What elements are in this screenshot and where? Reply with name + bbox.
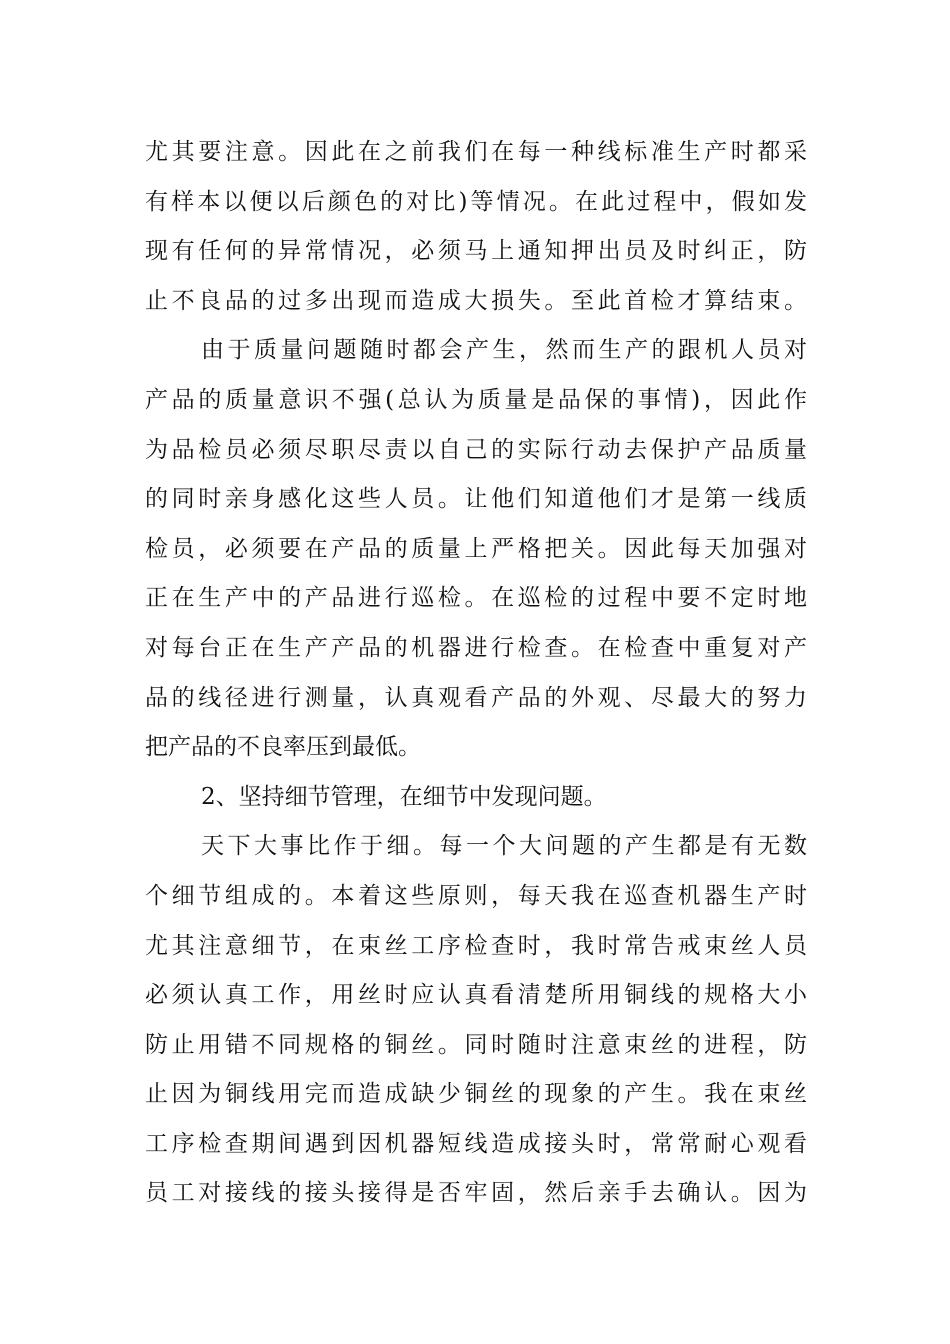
text-line: 止不良品的过多出现而造成大损失。至此首检才算结束。 — [145, 287, 807, 314]
text-line: 工序检查期间遇到因机器短线造成接头时，常常耐心观看 — [145, 1130, 807, 1157]
text-line: 防止用错不同规格的铜丝。同时随时注意束丝的进程，防 — [145, 1031, 807, 1058]
text-line: 现有任何的异常情况，必须马上通知押出员及时纠正，防 — [145, 238, 807, 265]
text-line: 员工对接线的接头接得是否牢固，然后亲手去确认。因为 — [145, 1180, 807, 1207]
body-text — [145, 128, 807, 1219]
text-line: 必须认真工作，用丝时应认真看清楚所用铜线的规格大小 — [145, 982, 807, 1009]
text-line: 止因为铜线用完而造成缺少铜丝的现象的产生。我在束丝 — [145, 1081, 807, 1108]
section-heading: 2、坚持细节管理，在细节中发现问题。 — [201, 783, 607, 810]
text-line: 把产品的不良率压到最低。 — [145, 734, 421, 761]
text-line: 有样本以便以后颜色的对比)等情况。在此过程中，假如发 — [145, 188, 807, 215]
text-line: 正在生产中的产品进行巡检。在巡检的过程中要不定时地 — [145, 585, 807, 612]
text-line: 检员，必须要在产品的质量上严格把关。因此每天加强对 — [145, 535, 807, 562]
text-line: 的同时亲身感化这些人员。让他们知道他们才是第一线质 — [145, 486, 807, 513]
text-line: 由于质量问题随时都会产生，然而生产的跟机人员对 — [201, 337, 807, 364]
text-line: 个细节组成的。本着这些原则，每天我在巡查机器生产时 — [145, 882, 807, 909]
text-line: 对每台正在生产产品的机器进行检查。在检查中重复对产 — [145, 634, 807, 661]
text-line: 品的线径进行测量，认真观看产品的外观、尽最大的努力 — [145, 684, 807, 711]
text-line: 产品的质量意识不强(总认为质量是品保的事情)，因此作 — [145, 386, 807, 413]
text-line: 天下大事比作于细。每一个大问题的产生都是有无数 — [201, 833, 807, 860]
text-line: 为品检员必须尽职尽责以自己的实际行动去保护产品质量 — [145, 436, 807, 463]
text-line: 尤其注意细节，在束丝工序检查时，我时常告戒束丝人员 — [145, 932, 807, 959]
text-line: 尤其要注意。因此在之前我们在每一种线标准生产时都采 — [145, 139, 807, 165]
